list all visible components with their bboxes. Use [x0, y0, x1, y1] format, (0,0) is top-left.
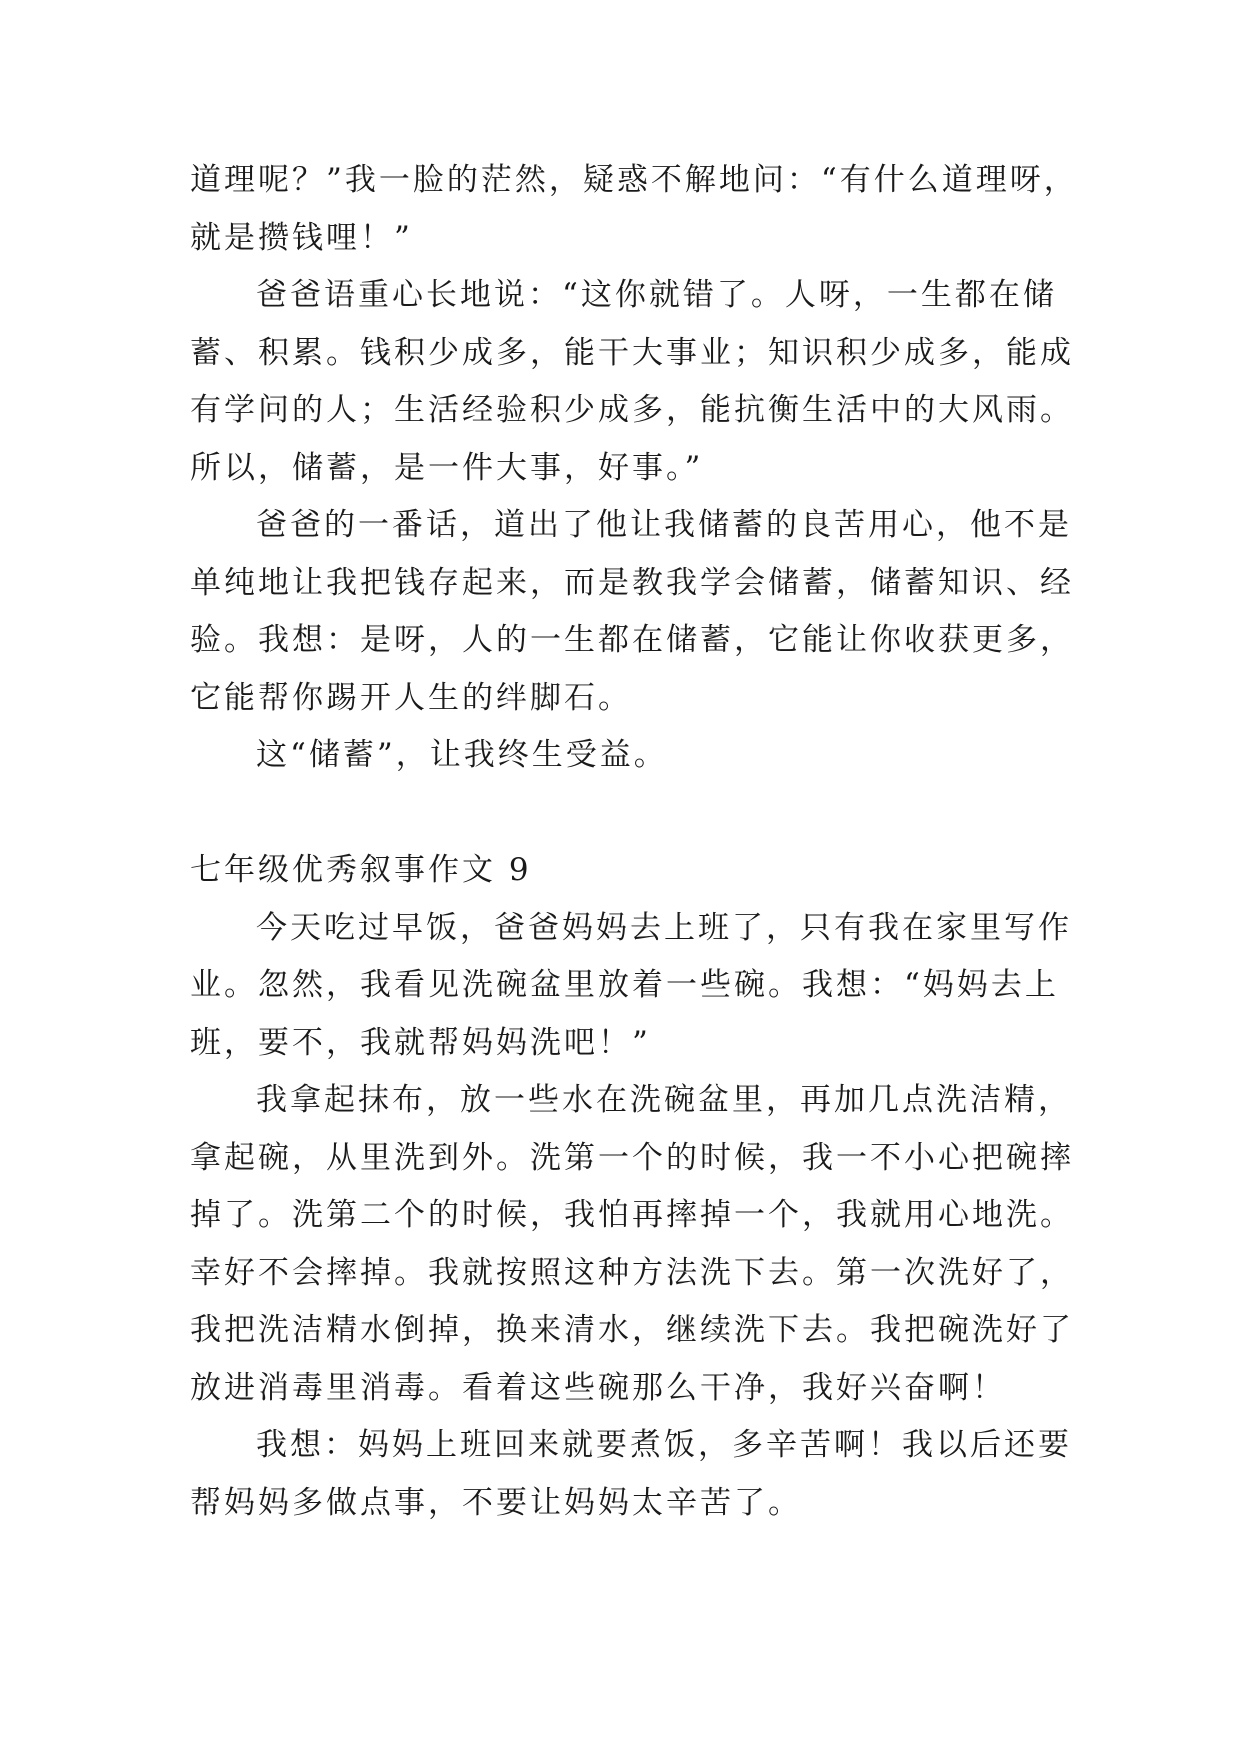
text-line: 我把洗洁精水倒掉，换来清水，继续洗下去。我把碗洗好了	[190, 1312, 1074, 1348]
paragraph-start-line: 爸爸语重心长地说：“这你就错了。人呀，一生都在储	[256, 277, 1057, 313]
text-line: 它能帮你踢开人生的绊脚石。	[190, 679, 632, 716]
paragraph-start-line: 今天吃过早饭，爸爸妈妈去上班了，只有我在家里写作	[256, 909, 1072, 946]
text-line: 单纯地让我把钱存起来，而是教我学会储蓄，储蓄知识、经	[190, 564, 1074, 601]
text-line: 就是攒钱哩！”	[190, 219, 413, 256]
text-line: 蓄、积累。钱积少成多，能干大事业；知识积少成多，能成	[190, 334, 1074, 371]
text-line: 放进消毒里消毒。看着这些碗那么干净，我好兴奋啊！	[190, 1369, 1006, 1406]
paragraph-start-line: 我想：妈妈上班回来就要煮饭，多辛苦啊！我以后还要	[256, 1427, 1072, 1463]
paragraph-start-line: 我拿起抹布，放一些水在洗碗盆里，再加几点洗洁精，	[256, 1082, 1072, 1118]
blank-line	[190, 785, 1070, 843]
text-line: 幸好不会摔掉。我就按照这种方法洗下去。第一次洗好了，	[190, 1254, 1074, 1291]
paragraph-start-line: 这“储蓄”，让我终生受益。	[256, 737, 668, 773]
text-line: 掉了。洗第二个的时候，我怕再摔掉一个，我就用心地洗。	[190, 1197, 1074, 1233]
document-body	[190, 152, 1078, 1532]
text-line: 所以，储蓄，是一件大事，好事。”	[190, 449, 704, 486]
text-line: 帮妈妈多做点事，不要让妈妈太辛苦了。	[190, 1484, 802, 1521]
section-heading: 七年级优秀叙事作文 9	[190, 852, 532, 888]
text-line: 道理呢？”我一脸的茫然，疑惑不解地问：“有什么道理呀，	[190, 162, 1078, 198]
paragraph-start-line: 爸爸的一番话，道出了他让我储蓄的良苦用心，他不是	[256, 507, 1072, 543]
text-line: 验。我想：是呀，人的一生都在储蓄，它能让你收获更多，	[190, 622, 1074, 658]
text-line: 班，要不，我就帮妈妈洗吧！”	[190, 1024, 651, 1061]
text-line: 有学问的人；生活经验积少成多，能抗衡生活中的大风雨。	[190, 392, 1074, 428]
text-line: 业。忽然，我看见洗碗盆里放着一些碗。我想：“妈妈去上	[190, 967, 1059, 1003]
text-line: 拿起碗，从里洗到外。洗第一个的时候，我一不小心把碗摔	[190, 1139, 1074, 1176]
